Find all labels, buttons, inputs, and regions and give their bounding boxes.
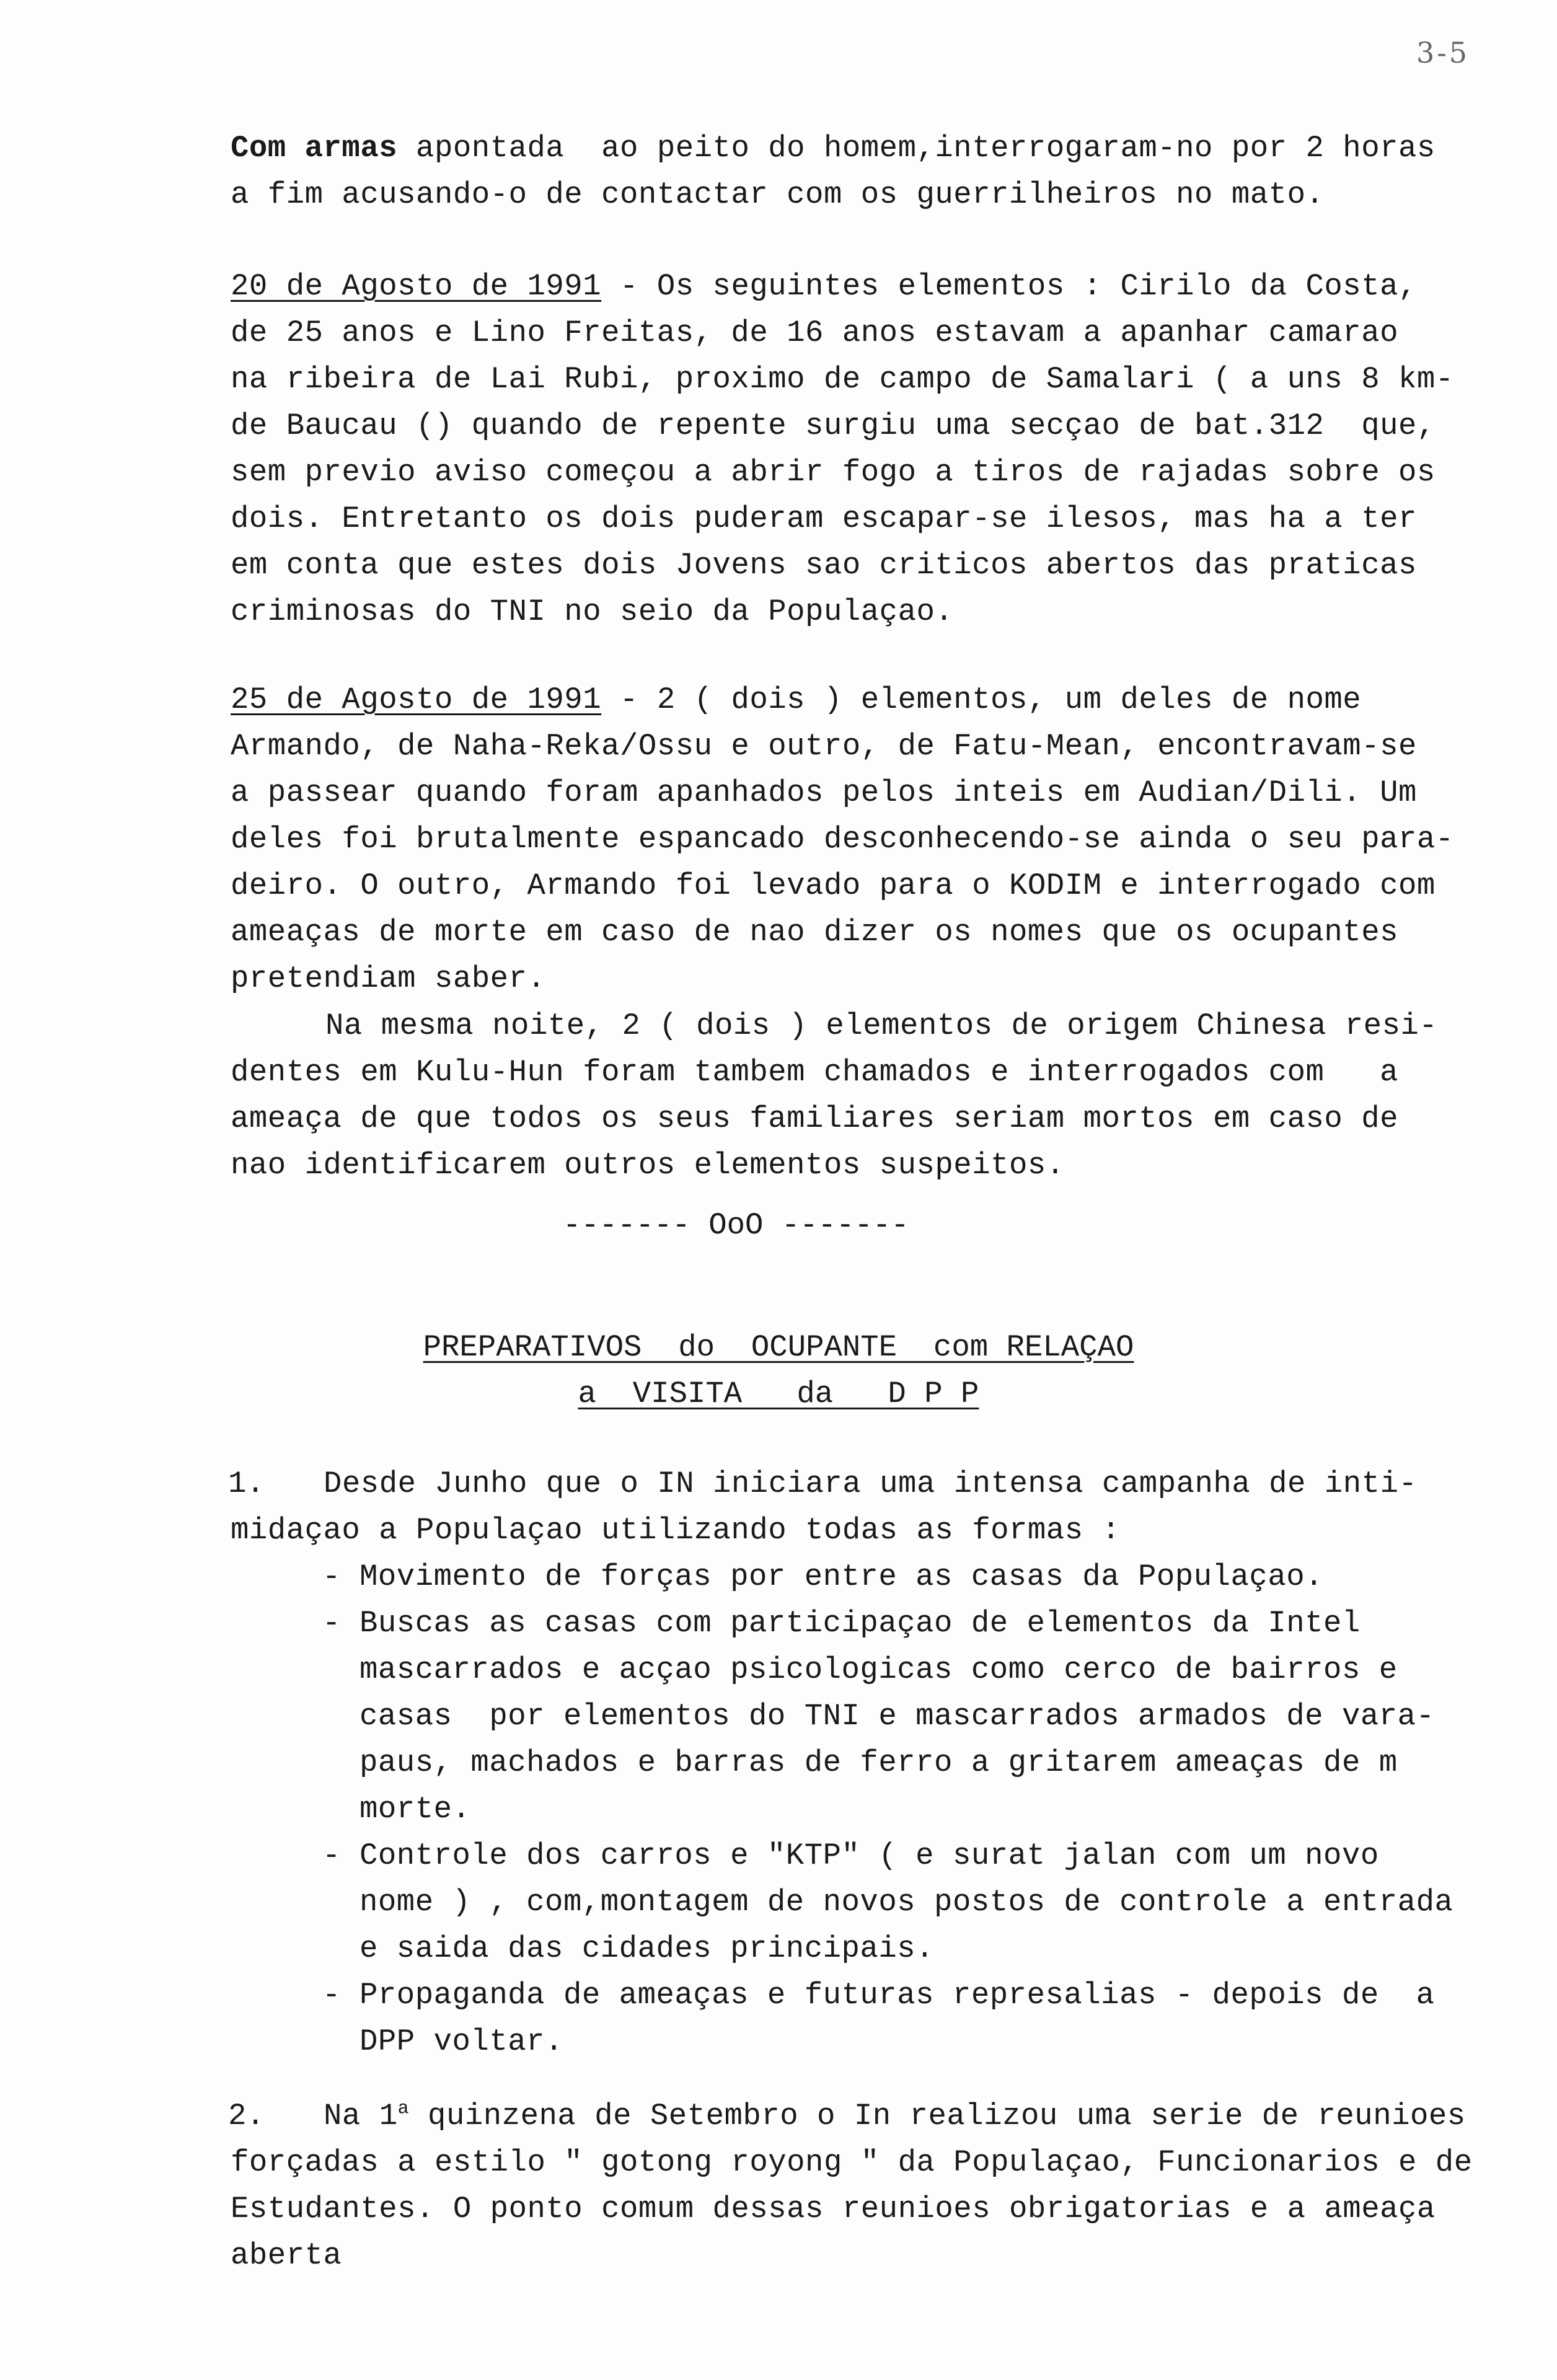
section-title-text: a VISITA da D P P bbox=[578, 1377, 979, 1411]
list-item-line: Buscas as casas com participaçao de elementos da Intel bbox=[359, 1606, 1361, 1641]
list-item-line: Propaganda de ameaças e futuras represalias - depois de a bbox=[359, 1978, 1435, 2012]
list-item-line: Controle dos carros e "KTP" ( e surat jalan com um novo bbox=[359, 1838, 1379, 1873]
intro-line bbox=[231, 125, 1436, 172]
dash-marker: - bbox=[322, 1838, 341, 1873]
intro-line-rest: apontada ao peito do homem,interrogaram-no por 2 horas bbox=[397, 131, 1436, 165]
entry-line: a passear quando foram apanhados pelos inteis em Audian/Dili. Um bbox=[231, 775, 1417, 810]
item-line: Desde Junho que o IN iniciara uma intensa campanha de inti- bbox=[324, 1466, 1418, 1501]
entry-heading-line bbox=[231, 263, 1454, 310]
entry-line: na ribeira de Lai Rubi, proximo de campo de Samalari ( a uns 8 km- bbox=[231, 362, 1454, 397]
list-item bbox=[322, 1972, 1453, 2065]
list-item-line: morte. bbox=[359, 1792, 471, 1827]
item-line: midaçao a Populaçao utilizando todas as formas : bbox=[231, 1513, 1121, 1548]
ordinal-superscript: a bbox=[397, 2098, 410, 2120]
list-item-line: DPP voltar. bbox=[359, 2024, 563, 2059]
section-title-line-2 bbox=[0, 1371, 1557, 1417]
item-2-paragraph bbox=[231, 2093, 1473, 2279]
entry-line: Na mesma noite, 2 ( dois ) elementos de origem Chinesa resi- bbox=[325, 1008, 1438, 1043]
dash-marker: - bbox=[322, 1559, 341, 1594]
entry-25-august-second-paragraph bbox=[231, 1003, 1437, 1189]
item-line: aberta bbox=[231, 2238, 342, 2273]
item-line: Estudantes. O ponto comum dessas reunioes obrigatorias e a ameaça bbox=[231, 2192, 1436, 2226]
item-line-prefix: Na 1 bbox=[324, 2099, 398, 2133]
page-number-mark: 3-5 bbox=[1416, 36, 1470, 69]
entry-20-august bbox=[231, 263, 1454, 635]
entry-heading-line bbox=[231, 677, 1454, 723]
section-title-text: PREPARATIVOS do OCUPANTE com RELAÇAO bbox=[423, 1330, 1134, 1365]
entry-line: nao identificarem outros elementos suspeitos. bbox=[231, 1148, 1065, 1183]
item-1-intro bbox=[231, 1461, 1417, 1554]
entry-line: ameaça de que todos os seus familiares seriam mortos em caso de bbox=[231, 1101, 1399, 1136]
list-item-line: casas por elementos do TNI e mascarrados armados de vara- bbox=[359, 1699, 1435, 1734]
entry-date: 20 de Agosto de 1991 bbox=[231, 269, 602, 304]
section-title-line-1 bbox=[0, 1324, 1557, 1371]
entry-line: pretendiam saber. bbox=[231, 961, 546, 996]
entry-line: dentes em Kulu-Hun foram tambem chamados e interrogados com a bbox=[231, 1055, 1399, 1090]
intro-bold-words: Com armas bbox=[231, 131, 398, 165]
list-item-line: e saida das cidades principais. bbox=[359, 1931, 935, 1966]
dash-marker: - bbox=[322, 1606, 341, 1641]
entry-heading-rest: - Os seguintes elementos : Cirilo da Costa, bbox=[601, 269, 1417, 304]
list-item-line: Movimento de forças por entre as casas da Populaçao. bbox=[359, 1559, 1324, 1594]
section-separator: ------- OoO ------- bbox=[563, 1208, 909, 1243]
entry-line: Armando, de Naha-Reka/Ossu e outro, de Fatu-Mean, encontravam-se bbox=[231, 729, 1417, 764]
dash-marker: - bbox=[322, 1978, 341, 2012]
item-1-bullet-list bbox=[322, 1554, 1453, 2065]
item-line: forçadas a estilo " gotong royong " da Populaçao, Funcionarios e de bbox=[231, 2145, 1473, 2180]
entry-25-august bbox=[231, 677, 1454, 1002]
entry-line: sem previo aviso começou a abrir fogo a tiros de rajadas sobre os bbox=[231, 455, 1436, 490]
item-number: 2. bbox=[228, 2099, 265, 2133]
entry-line: dois. Entretanto os dois puderam escapar-se ilesos, mas ha a ter bbox=[231, 501, 1417, 536]
list-item bbox=[322, 1554, 1453, 1600]
entry-line: em conta que estes dois Jovens sao criticos abertos das praticas bbox=[231, 548, 1417, 583]
intro-line: a fim acusando-o de contactar com os guerrilheiros no mato. bbox=[231, 177, 1325, 212]
intro-paragraph bbox=[231, 125, 1436, 218]
entry-line: deiro. O outro, Armando foi levado para o KODIM e interrogado com bbox=[231, 868, 1436, 903]
item-number: 1. bbox=[228, 1466, 265, 1501]
item-line-rest: quinzena de Setembro o In realizou uma serie de reunioes bbox=[409, 2099, 1466, 2133]
item-heading-line bbox=[231, 2093, 1473, 2140]
entry-line: ameaças de morte em caso de nao dizer os nomes que os ocupantes bbox=[231, 915, 1399, 950]
entry-date: 25 de Agosto de 1991 bbox=[231, 682, 602, 717]
entry-line: deles foi brutalmente espancado desconhecendo-se ainda o seu para- bbox=[231, 822, 1454, 857]
entry-line: de Baucau () quando de repente surgiu uma secçao de bat.312 que, bbox=[231, 408, 1436, 443]
list-item-line: nome ) , com,montagem de novos postos de controle a entrada bbox=[359, 1885, 1453, 1919]
entry-line: de 25 anos e Lino Freitas, de 16 anos estavam a apanhar camarao bbox=[231, 315, 1399, 350]
list-item bbox=[322, 1600, 1453, 1833]
entry-line: criminosas do TNI no seio da Populaçao. bbox=[231, 594, 954, 629]
entry-heading-rest: - 2 ( dois ) elementos, um deles de nome bbox=[601, 682, 1362, 717]
list-item-line: mascarrados e acçao psicologicas como cerco de bairros e bbox=[359, 1652, 1398, 1687]
list-item-line: paus, machados e barras de ferro a gritarem ameaças de m bbox=[359, 1745, 1398, 1780]
list-item bbox=[322, 1833, 1453, 1972]
